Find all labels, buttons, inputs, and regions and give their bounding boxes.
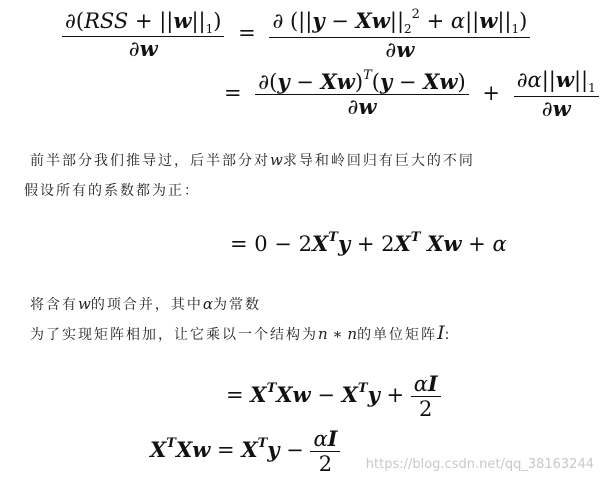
- p3-variable-w: w: [78, 295, 91, 313]
- p4-text-a: 为了实现矩阵相加，让它乘以一个结构为: [30, 327, 318, 343]
- eq4-fraction: $\frac{\alpha I}{2}$: [411, 372, 441, 421]
- p1-text-b: 求导和岭回归有巨大的不同: [282, 153, 475, 169]
- p3-text-b: 的项合并，其中: [90, 297, 203, 313]
- paragraph-1: [30, 150, 475, 170]
- equation-3: = $0 - 2X^Ty + 2X^T$ Xw + α: [230, 230, 507, 256]
- equation-5: $X^TXw = X^Ty$ − $\frac{\alpha I}{2}$: [150, 427, 340, 476]
- eq2-term2-fraction: $\frac{\partial\alpha||w||_1}{\partial w}$: [514, 68, 599, 121]
- eq1-rhs-fraction: $\frac{\partial (||y - Xw||_2^2 + \alpha||w||_1)}{\partial w}$: [269, 8, 530, 62]
- paragraph-2: [24, 180, 200, 200]
- p3-text-c: 为常数: [212, 297, 261, 313]
- p4-text-b: 的单位矩阵: [357, 327, 438, 343]
- equation-2: = $\frac{\partial(y - Xw)^T(y - Xw)}{\partial w}$ + $\frac{\partial\alpha||w||_1}{\partial w}$: [224, 68, 599, 121]
- p4-variable-nn: n ∗ n: [318, 325, 358, 343]
- eq1-lhs-fraction: $\frac{\partial(RSS + ||w||_1)}{\partial w}$: [62, 9, 224, 62]
- p2-text: 假设所有的系数都为正：: [24, 183, 200, 199]
- p4-text-c: :: [444, 327, 452, 343]
- eq2-term1-fraction: $\frac{\partial(y - Xw)^T(y - Xw)}{\partial w}$: [255, 69, 468, 119]
- p3-variable-alpha: α: [202, 295, 213, 313]
- p4-variable-I: I: [437, 322, 445, 344]
- p1-variable: w: [270, 151, 283, 169]
- p3-text-a: 将含有: [30, 297, 78, 313]
- paragraph-4: [30, 322, 451, 344]
- equation-1: $\frac{\partial(RSS + ||w||_1)}{\partial w}$ = $\frac{\partial (||y - Xw||_2^2 + \alpha||w||_1)}{\partial w}$: [62, 8, 530, 62]
- eq5-fraction: $\frac{\alpha I}{2}$: [310, 427, 340, 476]
- watermark-text: https://blog.csdn.net/qq_38163244: [365, 457, 594, 472]
- equation-4: = $X^TXw - X^Ty$ + $\frac{\alpha I}{2}$: [226, 372, 441, 421]
- p1-text-a: 前半部分我们推导过，后半部分对: [30, 153, 270, 169]
- paragraph-3: [30, 294, 261, 314]
